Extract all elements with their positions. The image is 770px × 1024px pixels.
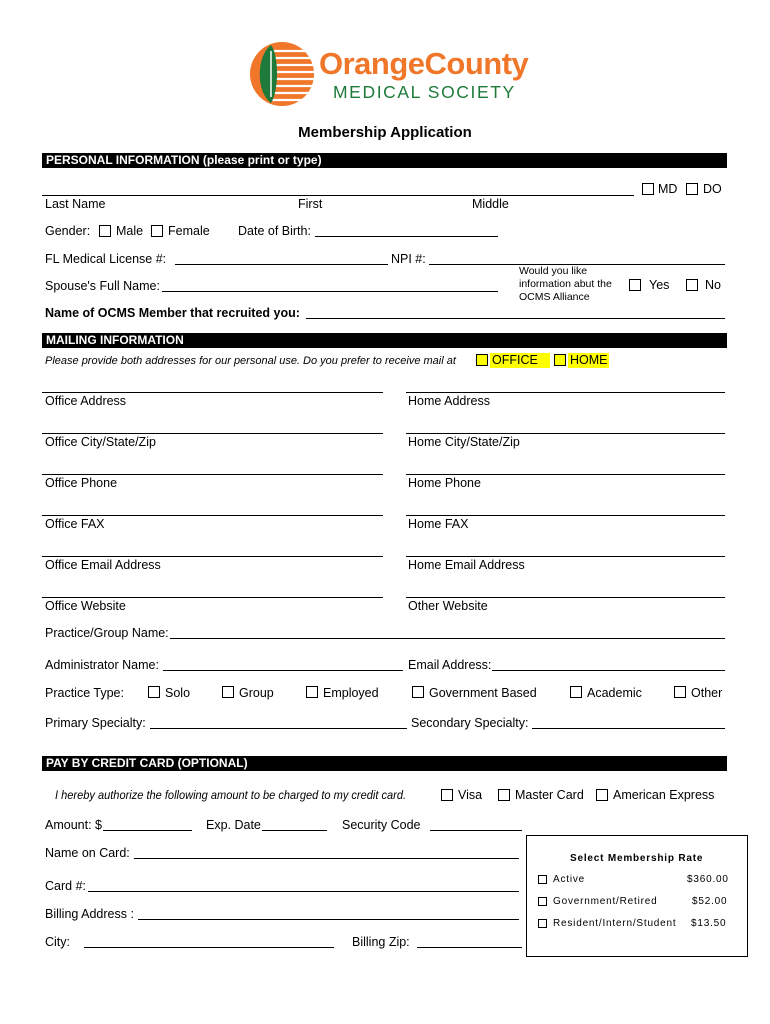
section-header-personal: PERSONAL INFORMATION (please print or type) [42,153,727,168]
dob-label: Date of Birth: [238,224,311,238]
visa-checkbox[interactable] [441,789,453,801]
home-address-field[interactable] [406,392,725,393]
home-email-label: Home Email Address [408,558,525,572]
administrator-field[interactable] [163,670,403,671]
spouse-field[interactable] [162,291,498,292]
office-website-field[interactable] [42,597,383,598]
security-code-field[interactable] [430,830,522,831]
rate-resident-label: Resident/Intern/Student [553,918,677,929]
home-fax-label: Home FAX [408,517,469,531]
city-label: City: [45,935,70,949]
billing-address-field[interactable] [138,919,519,920]
alliance-yes-label: Yes [649,278,670,292]
office-phone-label: Office Phone [45,476,118,490]
do-checkbox[interactable] [686,183,698,195]
office-phone-field[interactable] [42,474,383,475]
md-checkbox[interactable] [642,183,654,195]
group-label: Group [239,686,274,700]
middle-name-label: Middle [472,197,509,211]
authorize-statement: I hereby authorize the following amount to be charged to my credit card. [55,788,407,802]
male-checkbox[interactable] [99,225,111,237]
membership-rate-box [526,835,748,957]
government-label: Government Based [429,686,537,700]
rate-active-checkbox[interactable] [538,875,547,884]
other-label: Other [691,686,723,700]
amex-checkbox[interactable] [596,789,608,801]
male-label: Male [116,224,144,238]
rate-government-label: Government/Retired [553,896,658,907]
rate-resident-checkbox[interactable] [538,919,547,928]
home-address-label: Home Address [408,394,490,408]
employed-label: Employed [323,686,379,700]
primary-specialty-label: Primary Specialty: [45,716,146,730]
admin-email-field[interactable] [492,670,725,671]
recruiter-label: Name of OCMS Member that recruited you: [45,306,300,320]
form-title: Membership Application [298,124,472,141]
home-phone-field[interactable] [406,474,725,475]
government-checkbox[interactable] [412,686,424,698]
employed-checkbox[interactable] [306,686,318,698]
mastercard-checkbox[interactable] [498,789,510,801]
fl-license-label: FL Medical License #: [45,252,167,266]
rate-active-label: Active [553,874,586,885]
female-checkbox[interactable] [151,225,163,237]
dob-field[interactable] [315,236,498,237]
mailing-instructions: Please provide both addresses for our personal use. Do you prefer to receive mail at [45,355,456,367]
office-mail-label: OFFICE [490,353,550,368]
do-label: DO [703,182,722,196]
first-name-label: First [298,197,323,211]
secondary-specialty-field[interactable] [532,728,725,729]
home-mail-checkbox[interactable] [554,354,566,366]
last-name-label: Last Name [45,197,106,211]
alliance-line-1: Would you like [519,265,588,277]
spouse-label: Spouse's Full Name: [45,279,160,293]
amount-label: Amount: $ [45,818,102,832]
office-city-label: Office City/State/Zip [45,435,156,449]
mastercard-label: Master Card [515,788,584,802]
other-website-field[interactable] [406,597,725,598]
recruiter-field[interactable] [306,318,725,319]
fl-license-field[interactable] [175,264,388,265]
visa-label: Visa [458,788,483,802]
office-address-label: Office Address [45,394,127,408]
rate-resident-price: $13.50 [691,918,727,929]
exp-date-field[interactable] [262,830,327,831]
office-email-label: Office Email Address [45,558,161,572]
name-on-card-field[interactable] [134,858,519,859]
administrator-label: Administrator Name: [45,658,159,672]
home-city-label: Home City/State/Zip [408,435,520,449]
rate-government-price: $52.00 [692,896,728,907]
group-checkbox[interactable] [222,686,234,698]
home-email-field[interactable] [406,556,725,557]
card-number-label: Card #: [45,879,86,893]
practice-group-field[interactable] [170,638,725,639]
office-address-field[interactable] [42,392,383,393]
billing-zip-field[interactable] [417,947,522,948]
npi-label: NPI #: [391,252,426,266]
academic-label: Academic [587,686,642,700]
academic-checkbox[interactable] [570,686,582,698]
alliance-no-label: No [705,278,721,292]
billing-address-label: Billing Address : [45,907,134,921]
name-line[interactable] [42,195,634,196]
alliance-question [519,265,612,304]
other-checkbox[interactable] [674,686,686,698]
rate-box-title: Select Membership Rate [570,853,704,864]
home-city-field[interactable] [406,433,725,434]
secondary-specialty-label: Secondary Specialty: [411,716,529,730]
logo [249,41,529,111]
amount-field[interactable] [103,830,192,831]
billing-zip-label: Billing Zip: [352,935,410,949]
section-header-mailing: MAILING INFORMATION [42,333,727,348]
office-email-field[interactable] [42,556,383,557]
logo-name-line2: MEDICAL SOCIETY [333,82,516,102]
logo-name-line1: OrangeCounty [319,46,529,81]
office-website-label: Office Website [45,599,126,613]
other-website-label: Other Website [408,599,488,613]
rate-government-checkbox[interactable] [538,897,547,906]
security-code-label: Security Code [342,818,421,832]
office-fax-field[interactable] [42,515,383,516]
name-on-card-label: Name on Card: [45,846,130,860]
logo-mark-icon [249,41,315,107]
city-field[interactable] [84,947,334,948]
alliance-line-3: OCMS Alliance [519,291,590,303]
alliance-yes-checkbox[interactable] [629,279,641,291]
amex-label: American Express [613,788,715,802]
primary-specialty-field[interactable] [150,728,407,729]
section-header-payment: PAY BY CREDIT CARD (OPTIONAL) [42,756,727,771]
female-label: Female [168,224,210,238]
card-number-field[interactable] [88,891,519,892]
gender-label: Gender: [45,224,91,238]
alliance-line-2: information abut the [519,278,612,290]
exp-date-label: Exp. Date [206,818,261,832]
home-fax-field[interactable] [406,515,725,516]
home-phone-label: Home Phone [408,476,481,490]
solo-checkbox[interactable] [148,686,160,698]
solo-label: Solo [165,686,191,700]
rate-active-price: $360.00 [687,874,729,885]
office-mail-checkbox[interactable] [476,354,488,366]
practice-type-label: Practice Type: [45,686,124,700]
office-fax-label: Office FAX [45,517,105,531]
md-label: MD [658,182,678,196]
home-mail-label: HOME [570,353,608,367]
office-city-field[interactable] [42,433,383,434]
alliance-no-checkbox[interactable] [686,279,698,291]
practice-group-label: Practice/Group Name: [45,626,169,640]
admin-email-label: Email Address: [408,658,492,672]
